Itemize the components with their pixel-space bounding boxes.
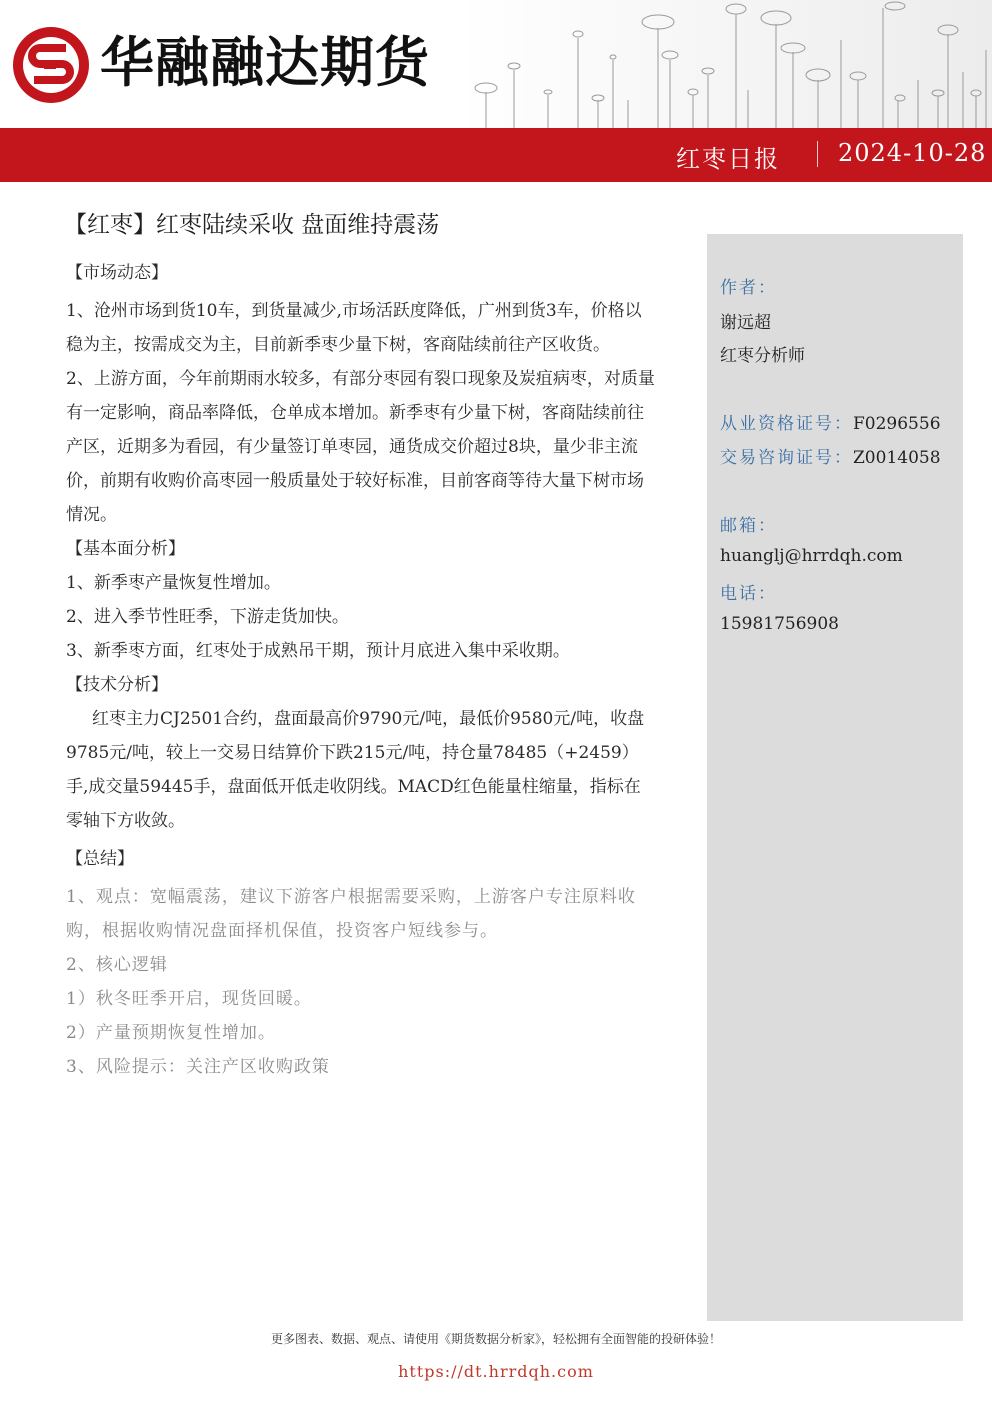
decorative-pattern (458, 0, 992, 128)
section-heading-fundamental: 【基本面分析】 (66, 539, 185, 559)
section-heading-market: 【市场动态】 (66, 263, 168, 283)
footer-note: 更多图表、数据、观点、请使用《期货数据分析家》，轻松拥有全面智能的投研体验！ (270, 1332, 721, 1346)
author-title: 红枣分析师 (720, 346, 805, 366)
phone-number: 15981756908 (720, 614, 839, 634)
section-heading-summary: 【总结】 (66, 849, 134, 869)
consult-line (720, 443, 941, 468)
fundamental-item: 3、新季枣方面，红枣处于成熟吊干期，预计月底进入集中采收期。 (66, 641, 570, 661)
banner-divider (817, 141, 818, 167)
author-sidebar (707, 234, 963, 1321)
brand-name: 华融融达期货 (100, 31, 430, 94)
phone-label: 电话： (720, 584, 777, 604)
report-date: 2024-10-28 (838, 139, 987, 167)
summary-item: 1）秋冬旺季开启，现货回暖。 (66, 989, 312, 1009)
qualification-label: 从业资格证号： (720, 414, 853, 434)
market-item: 2、上游方面，今年前期雨水较多，有部分枣园有裂口现象及炭疽病枣，对质量有一定影响，商品率降低，仓单成本增加。新季枣有少量下树，客商陆续前往产区，近期多为看园，有少量签订单枣园，通货成交价超过8块，量少非主流价，前期有收购价高枣园一般质量处于较好标准，目前客商等待大量下树市场情况。 (66, 369, 655, 525)
footer-link[interactable]: https://dt.hrrdqh.com (398, 1362, 594, 1381)
market-item: 1、沧州市场到货10车，到货量减少,市场活跃度降低，广州到货3车，价格以稳为主，按需成交为主，目前新季枣少量下树，客商陆续前往产区收货。 (66, 301, 642, 355)
consult-label: 交易咨询证号： (720, 448, 853, 468)
hrrd-logo-icon (10, 24, 92, 106)
fundamental-item: 2、进入季节性旺季，下游走货加快。 (66, 607, 349, 627)
section-heading-technical: 【技术分析】 (66, 675, 168, 695)
summary-item: 2）产量预期恢复性增加。 (66, 1023, 276, 1043)
report-name: 红枣日报 (676, 145, 780, 173)
consult-number: Z0014058 (853, 448, 941, 468)
technical-text: 红枣主力CJ2501合约，盘面最高价9790元/吨，最低价9580元/吨，收盘9785元/吨，较上一交易日结算价下跌215元/吨，持仓量78485（+2459）手,成交量59445手，盘面低开低走收阴线。MACD红色能量柱缩量，指标在零轴下方收敛。 (66, 709, 645, 831)
article-title: 【红枣】红枣陆续采收 盘面维持震荡 (64, 212, 440, 238)
summary-item: 1、观点：宽幅震荡，建议下游客户根据需要采购，上游客户专注原料收购，根据收购情况盘面择机保值，投资客户短线参与。 (66, 887, 636, 941)
summary-item: 3、风险提示：关注产区收购政策 (66, 1057, 330, 1077)
author-name: 谢远超 (720, 313, 771, 333)
summary-list (66, 880, 656, 1084)
summary-item: 2、核心逻辑 (66, 955, 168, 975)
fundamental-item: 1、新季枣产量恢复性增加。 (66, 573, 281, 593)
author-label: 作者： (720, 278, 777, 298)
email-address[interactable]: huanglj@hrrdqh.com (720, 546, 903, 566)
email-label: 邮箱： (720, 516, 777, 536)
article-body (66, 256, 656, 1084)
qualification-number: F0296556 (853, 414, 941, 434)
page-header (0, 0, 992, 128)
qualification-line (720, 409, 941, 434)
